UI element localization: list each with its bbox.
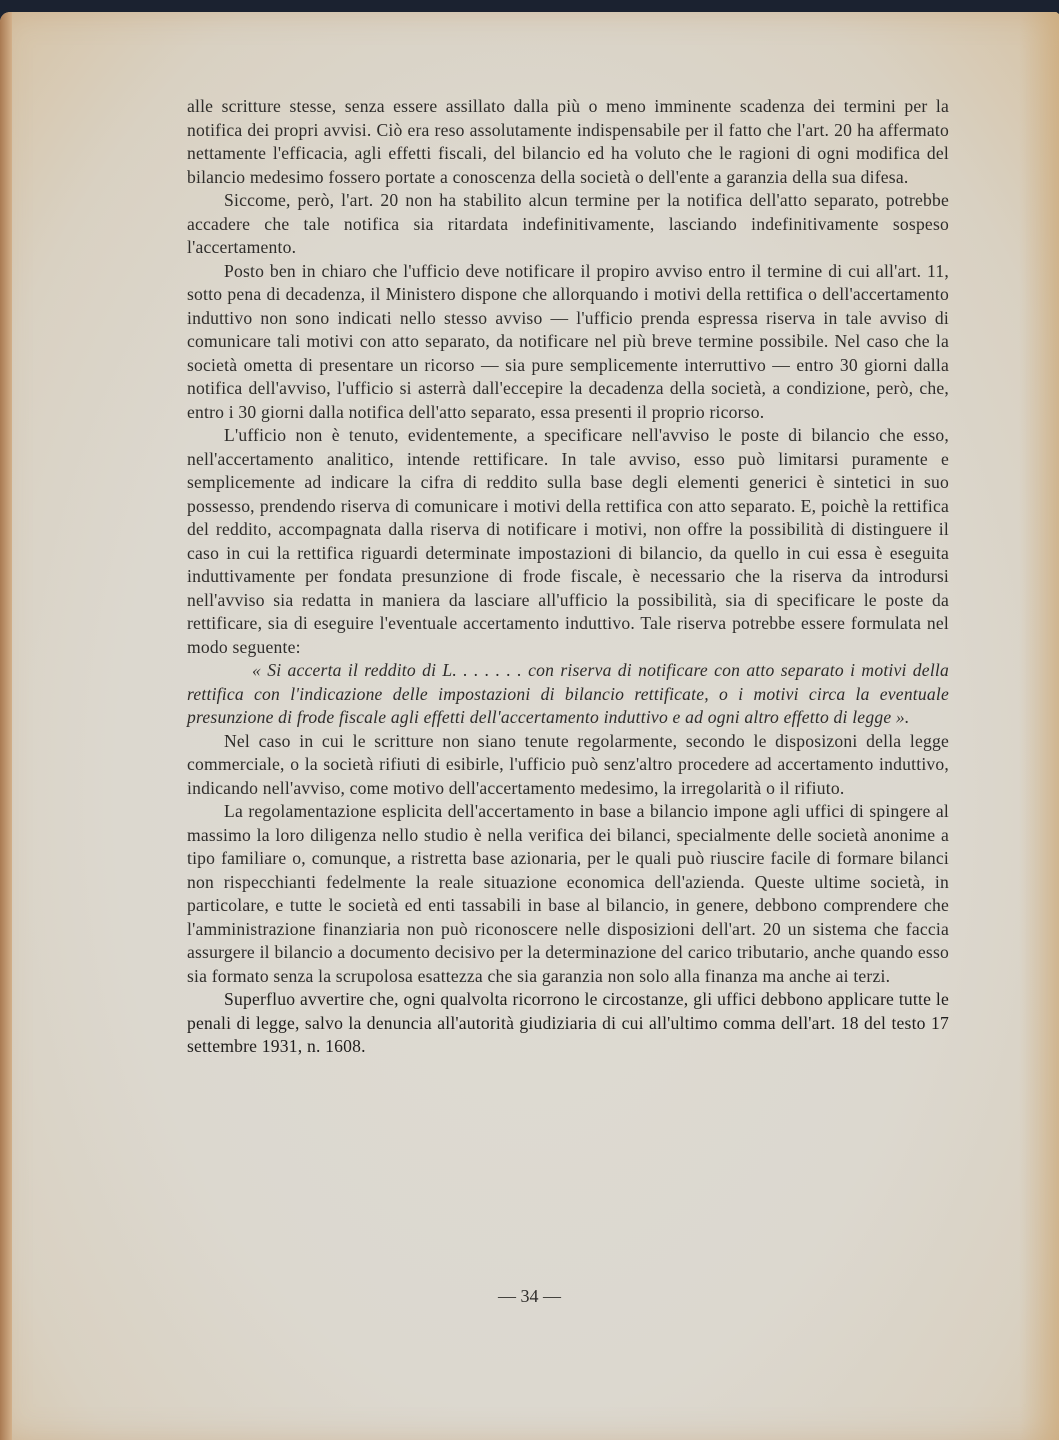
paragraph: Nel caso in cui le scritture non siano tenute regolarmente, secondo le disposizoni della legge commerciale, o la società rifiuti di esibirle, l'ufficio può senz'altro procedere ad accertamento induttivo, indicando nell'avviso, come motivo dell'accertamento medesimo, la irregolarità o il rifiuto.: [187, 730, 949, 798]
paragraph: Superfluo avvertire che, ogni qualvolta ricorrono le circostanze, gli uffici debbono applicare tutte le penali di legge, salvo la denuncia all'autorità giudiziaria di cui all'ultimo comma dell'art. 18 del testo 17 settembre 1931, n. 1608.: [187, 989, 949, 1056]
paragraph-continuation: alle scritture stesse, senza essere assillato dalla più o meno imminente scadenza dei termini per la notifica dei propri avvisi. Ciò era reso assolutamente indispensabile per il fatto che l'art. 20 ha affermato nettamente l'efficacia, agli effetti fiscali, del bilancio ed ha voluto che le ragioni di ogni modifica del bilancio medesimo fossero portate a conoscenza della società o dell'ente a garanzia della sua difesa.: [187, 96, 949, 187]
page-number: — 34 —: [498, 1286, 561, 1306]
body-text: [187, 95, 949, 1059]
paragraph: La regolamentazione esplicita dell'accertamento in base a bilancio impone agli uffici di spingere al massimo la loro diligenza nello studio è nella verifica dei bilanci, specialmente delle società anonime a tipo familiare o, comunque, a ristretta base azionaria, per le quali può riuscire facile di formare bilanci non rispecchianti fedelmente la reale situazione economica dell'azienda. Queste ultime società, in particolare, e tutte le società ed enti tassabili in base al bilancio, in genere, debbono comprendere che l'amministrazione finanziaria non può riconoscere nelle disposizioni dell'art. 20 un sistema che faccia assurgere il bilancio a documento decisivo per la determinazione del carico tributario, anche quando esso sia formato senza la scrupolosa esattezza che sia garanzia non solo alla finanza ma anche ai terzi.: [187, 801, 949, 986]
paragraph: L'ufficio non è tenuto, evidentemente, a specificare nell'avviso le poste di bilancio che esso, nell'accertamento analitico, intende rettificare. In tale avviso, esso può limitarsi puramente e semplicemente ad indicare la cifra di reddito sulla base degli elementi generici è sintetici in suo possesso, prendendo riserva di comunicare i motivi della rettifica con atto separato. E, poichè la rettifica del reddito, accompagnata dalla riserva di notificare i motivi, non offre la possibilità di distinguere il caso in cui la rettifica riguardi determinate impostazioni di bilancio, da quello in cui essa è eseguita induttivamente per fondata presunzione di frode fiscale, è necessario che la riserva da introdursi nell'avviso sia redatta in maniera da lasciare all'ufficio la possibilità, sia di specificare le poste da rettificare, sia di eseguire l'eventuale accertamento induttivo. Tale riserva potrebbe essere formulata nel modo seguente:: [187, 425, 949, 657]
paragraph: Posto ben in chiaro che l'ufficio deve notificare il propiro avviso entro il termine di cui all'art. 11, sotto pena di decadenza, il Ministero dispone che allorquando i motivi della rettifica o dell'accertamento induttivo non sono indicati nello stesso avviso — l'ufficio prenda espressa riserva in tale avviso di comunicare tali motivi con atto separato, da notificare nel più breve termine possibile. Nel caso che la società ometta di presentare un ricorso — sia pure semplicemente interruttivo — entro 30 giorni dalla notifica dell'avviso, l'ufficio si asterrà dall'eccepire la decadenza della società, a condizione, però, che, entro i 30 giorni dalla notifica dell'atto separato, essa presenti il proprio ricorso.: [187, 260, 949, 422]
paragraph: Siccome, però, l'art. 20 non ha stabilito alcun termine per la notifica dell'atto separato, potrebbe accadere che tale notifica sia ritardata indefinitivamente, lasciando indefinitivamente sospeso l'accertamento.: [187, 190, 949, 257]
quoted-formula: « Si accerta il reddito di L. . . . . . . con riserva di notificare con atto separato i motivi della rettifica con l'indicazione delle impostazioni di bilancio rettificate, o i motivi circa la eventuale presunzione di frode fiscale agli effetti dell'accertamento induttivo e ad ogni altro effetto di legge ».: [187, 660, 949, 727]
page-corner: [1041, 0, 1059, 14]
